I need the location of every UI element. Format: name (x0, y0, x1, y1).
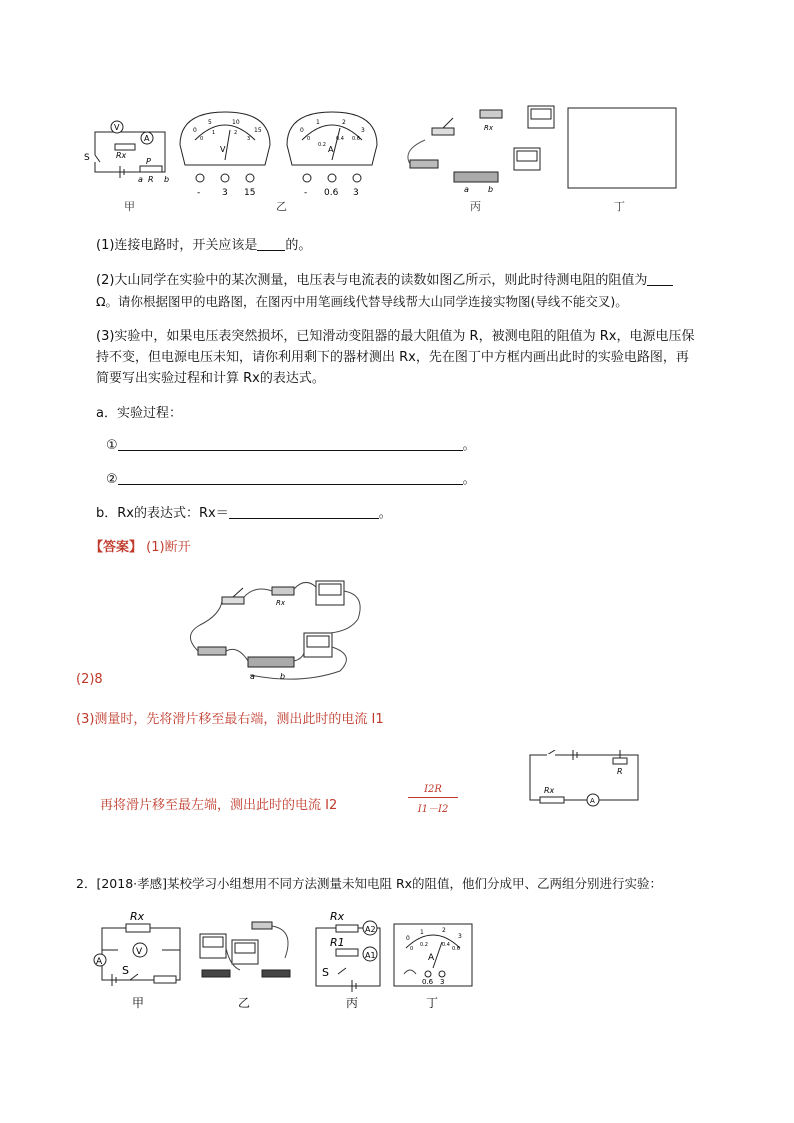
q2-caption-yi: 乙 (238, 996, 251, 1010)
formula-numerator: I2R (424, 784, 442, 795)
q2-bing-r1: R1 (330, 936, 345, 949)
caption-ding: 丁 (614, 200, 625, 213)
q2-bing-a1: A1 (365, 951, 376, 960)
volt-tick-10: 10 (232, 119, 240, 126)
volt-symbol: V (220, 145, 226, 154)
q2-jia-v: V (136, 947, 143, 957)
question-3-line2: 持不变，但电源电压未知，请你利用剩下的器材测出 Rx，先在图丁中方框内画出此时的实验电路图，再 (96, 350, 689, 365)
amp-inner-0: 0 (307, 136, 311, 142)
volt-tick-15: 15 (254, 127, 262, 134)
caption-bing: 丙 (470, 200, 481, 213)
question-2-line1 (96, 271, 673, 291)
q2-meter-inner-06: 0.6 (452, 946, 460, 952)
q2-bing-a2: A2 (365, 925, 376, 934)
answer-tag: 【答案】 (90, 540, 143, 555)
amp-tick-0: 0 (300, 127, 304, 134)
q2-jia-rx: Rx (130, 910, 145, 923)
answer-wiring-figure (180, 575, 370, 685)
volt-tick-0: 0 (193, 127, 197, 134)
answer-line-1 (90, 538, 191, 558)
amp-inner-02: 0.2 (318, 142, 326, 148)
q2-physical-yi (200, 922, 290, 977)
q1-text: (1)连接电路时，开关应该是 (96, 238, 258, 253)
question-2-line2: Ω。请你根据图甲的电路图，在图丙中用笔画线代替导线帮大山同学连接实物图(导线不能交叉)。 (96, 294, 628, 309)
q2-bing-s: S (322, 966, 329, 979)
q2-meter-inner-04: 0.4 (442, 942, 450, 948)
circuit-diagram-jia (95, 121, 165, 178)
caption-yi: 乙 (276, 200, 287, 213)
step-1-end: 。 (462, 438, 476, 453)
q2-meter-tick-0: 0 (406, 935, 410, 942)
answer-2: (2)8 (76, 672, 103, 687)
diag-label-rx: Rx (544, 786, 555, 795)
volt-terminal-15: 15 (244, 188, 256, 198)
expression-row (96, 504, 392, 524)
q1-end: 的。 (285, 238, 312, 253)
amp-inner-06: 0.6 (352, 136, 360, 142)
q2-blank[interactable] (647, 271, 673, 286)
amp-tick-3: 3 (361, 127, 365, 134)
amp-terminal-neg: - (304, 188, 308, 198)
q1-blank[interactable] (257, 236, 285, 251)
volt-inner-3: 3 (247, 136, 251, 142)
label-r-jia: R (148, 175, 154, 184)
ans-label-b: b (280, 672, 286, 681)
figure-1-row (80, 100, 700, 215)
expression-end: 。 (378, 506, 392, 521)
expression-blank[interactable] (229, 504, 379, 519)
step-1-row (106, 436, 476, 456)
volt-inner-1: 1 (212, 130, 216, 136)
formula-bar (408, 797, 458, 798)
amp-tick-1: 1 (316, 119, 320, 126)
q2-meter-inner-02: 0.2 (420, 942, 428, 948)
answer-box-ding[interactable] (568, 108, 676, 188)
q2-meter-tick-1: 1 (420, 929, 424, 936)
q2-jia-a: A (96, 957, 103, 967)
q2-meter-tick-2: 2 (442, 927, 446, 934)
volt-inner-2: 2 (234, 130, 238, 136)
q2-text-1: (2)大山同学在实验中的某次测量，电压表与电流表的读数如图乙所示，则此时待测电阻的阻值为 (96, 273, 648, 288)
label-a-bing: a (464, 185, 469, 194)
q2-caption-jia: 甲 (132, 996, 145, 1010)
experiment-process-label: a．实验过程： (96, 406, 182, 421)
step-1-mark: ① (106, 438, 118, 453)
answer-3-line2: 再将滑片移至最左端，测出此时的电流 I2 (100, 798, 338, 813)
question-3-line3: 简要写出实验过程和计算 Rx的表达式。 (96, 371, 325, 386)
question-2-header: 2．[2018·孝感]某校学习小组想用不同方法测量未知电阻 Rx的阻值，他们分成甲、乙两组分别进行实验： (76, 876, 663, 891)
label-p-jia: P (146, 157, 151, 166)
q2-bing-rx: Rx (330, 910, 345, 923)
answer-circuit-diagram (525, 750, 645, 810)
question-3-line1: (3)实验中，如果电压表突然损坏，已知滑动变阻器的最大阻值为 R，被测电阻的阻值为 Rx，电源电压保 (96, 329, 695, 344)
q2-meter-symbol: A (428, 953, 435, 963)
ans-label-rx: Rx (276, 599, 286, 607)
label-rx-jia: Rx (116, 151, 127, 160)
ans-label-a: a (250, 672, 255, 681)
label-s-jia: S (84, 153, 90, 163)
diag-label-r: R (617, 767, 623, 776)
label-a-jia: A (144, 134, 150, 143)
label-v-jia: V (114, 123, 120, 132)
answer-3-line1: (3)测量时，先将滑片移至最右端，测出此时的电流 I1 (76, 712, 384, 727)
amp-inner-04: 0.4 (336, 136, 344, 142)
q2-caption-bing: 丙 (346, 996, 359, 1010)
question-1 (96, 236, 311, 256)
step-2-row (106, 470, 476, 490)
q2-meter-term-06: 0.6 (422, 978, 434, 986)
amp-terminal-3: 3 (353, 188, 359, 198)
answer-1: (1)断开 (146, 540, 191, 555)
expression-label: b．Rx的表达式：Rx＝ (96, 506, 229, 521)
q2-meter-inner-0: 0 (410, 946, 414, 952)
label-b-bing: b (488, 185, 494, 194)
diag-label-a: A (590, 797, 595, 805)
step-2-mark: ② (106, 472, 118, 487)
volt-tick-5: 5 (208, 119, 212, 126)
label-a-end-jia: a (138, 175, 143, 184)
q2-jia-s: S (122, 964, 129, 977)
step-1-blank[interactable] (118, 436, 463, 451)
volt-terminal-3: 3 (222, 188, 228, 198)
amp-terminal-06: 0.6 (324, 188, 339, 198)
step-2-end: 。 (462, 472, 476, 487)
answer-formula (408, 784, 458, 815)
amp-symbol: A (328, 145, 334, 154)
volt-terminal-neg: - (197, 188, 201, 198)
volt-inner-0: 0 (200, 136, 204, 142)
q2-caption-ding: 丁 (426, 996, 439, 1010)
label-rx-bing: Rx (484, 124, 494, 132)
physical-components-bing (408, 106, 554, 182)
q2-meter-term-3: 3 (440, 978, 445, 986)
step-2-blank[interactable] (118, 470, 463, 485)
label-b-end-jia: b (164, 175, 170, 184)
formula-denominator: I1－I2 (417, 804, 449, 815)
caption-jia: 甲 (124, 200, 135, 213)
q2-meter-tick-3: 3 (458, 933, 462, 940)
amp-tick-2: 2 (342, 119, 346, 126)
